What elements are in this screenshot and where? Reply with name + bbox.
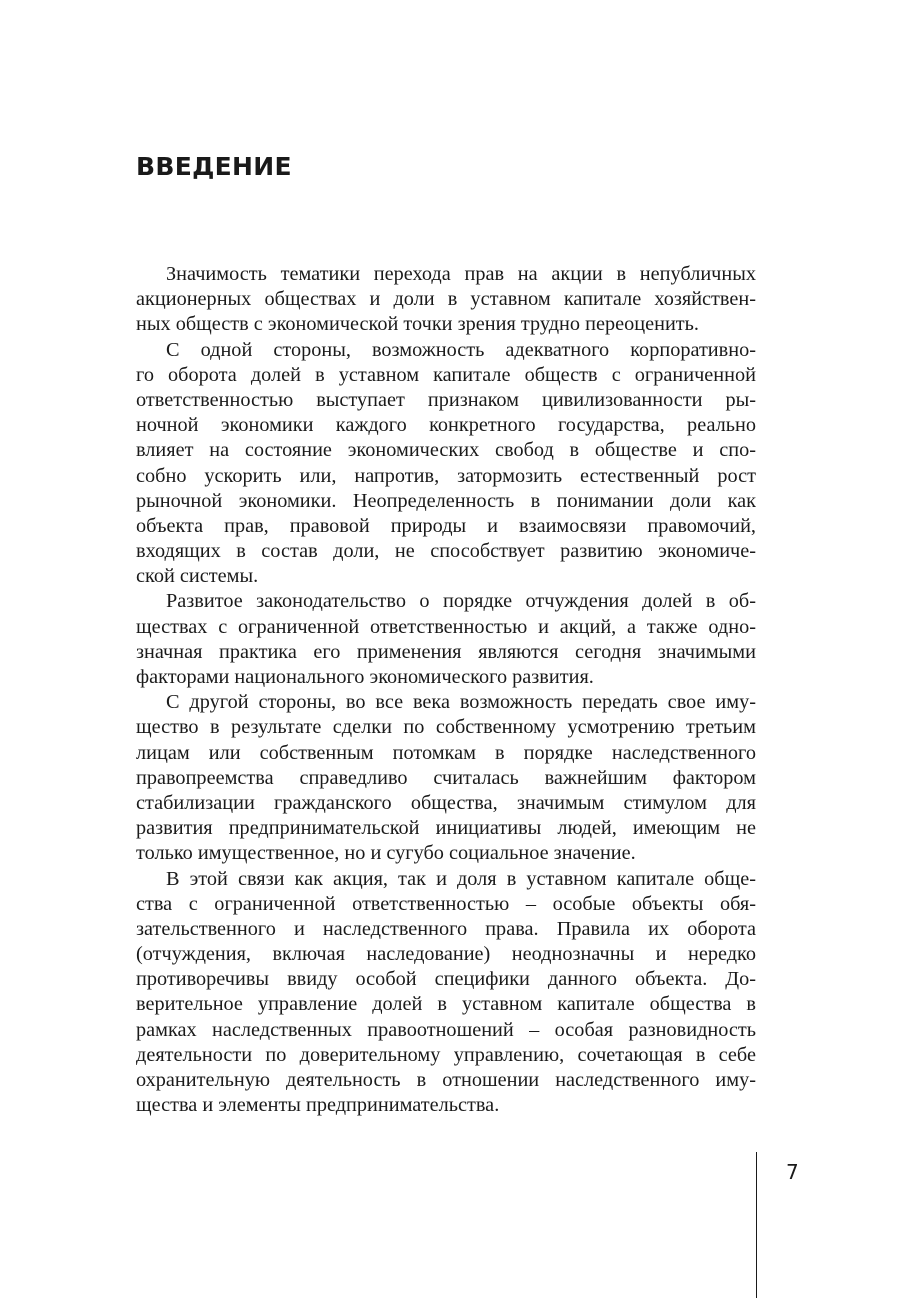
text-line: объекта прав, правовой природы и взаимосвязи правомочий, — [136, 514, 756, 537]
text-line: ской системы. — [136, 565, 259, 588]
paragraph — [136, 262, 756, 338]
text-line: Значимость тематики перехода прав на акции в непубличных — [166, 263, 756, 285]
text-line: значная практика его применения являются сегодня значимыми — [136, 640, 756, 663]
text-line: только имущественное, но и сугубо социальное значение. — [136, 842, 636, 865]
text-line: деятельности по доверительному управлению, сочетающая в себе — [136, 1043, 756, 1066]
text-line: зательственного и наследственного права. Правила их оборота — [136, 917, 756, 940]
page-number: 7 — [786, 1160, 799, 1184]
paragraph — [136, 690, 756, 866]
paragraph — [136, 867, 756, 1119]
text-line: Развитое законодательство о порядке отчуждения долей в об- — [166, 590, 756, 613]
text-line: развития предпринимательской инициативы людей, имеющим не — [136, 817, 756, 840]
text-line: охранительную деятельность в отношении наследственного иму- — [136, 1069, 756, 1091]
text-line: ответственностью выступает признаком цивилизованности ры- — [136, 388, 756, 411]
text-line: С другой стороны, во все века возможность передать свое иму- — [166, 691, 756, 714]
text-line: собно ускорить или, напротив, затормозить естественный рост — [136, 464, 756, 487]
text-line: С одной стороны, возможность адекватного корпоративно- — [166, 338, 756, 361]
text-line: акционерных обществах и доли в уставном капитале хозяйствен- — [136, 288, 756, 311]
text-line: щество в результате сделки по собственному усмотрению третьим — [136, 716, 756, 739]
text-line: щества и элементы предпринимательства. — [136, 1094, 500, 1117]
text-line: го оборота долей в уставном капитале обществ с ограниченной — [136, 363, 756, 386]
text-line: верительное управление долей в уставном капитале общества в — [136, 993, 756, 1016]
text-line: ства с ограниченной ответственностью – особые объекты обя- — [136, 892, 756, 915]
text-line: противоречивы ввиду особой специфики данного объекта. До- — [136, 968, 756, 991]
text-line: факторами национального экономического развития. — [136, 666, 594, 688]
paragraph — [136, 338, 756, 590]
body-text — [136, 262, 756, 1118]
text-line: входящих в состав доли, не способствует развитию экономиче- — [136, 540, 756, 563]
text-line: ных обществ с экономической точки зрения трудно переоценить. — [136, 313, 699, 336]
paragraph — [136, 589, 756, 690]
text-line: (отчуждения, включая наследование) неоднозначны и нередко — [136, 943, 756, 966]
text-line: стабилизации гражданского общества, значимым стимулом для — [136, 791, 756, 814]
text-line: рамках наследственных правоотношений – особая разновидность — [136, 1018, 756, 1041]
text-line: влияет на состояние экономических свобод в обществе и спо- — [136, 439, 756, 462]
text-line: рыночной экономики. Неопределенность в понимании доли как — [136, 489, 756, 512]
text-line: В этой связи как акция, так и доля в уставном капитале обще- — [166, 867, 756, 890]
page-margin-rule — [756, 1152, 757, 1298]
chapter-heading: ВВЕДЕНИЕ — [136, 152, 292, 181]
text-line: ществах с ограниченной ответственностью и акций, а также одно- — [136, 615, 756, 638]
text-line: ночной экономики каждого конкретного государства, реально — [136, 414, 756, 437]
text-line: лицам или собственным потомкам в порядке наследственного — [136, 741, 756, 764]
text-line: правопреемства справедливо считалась важнейшим фактором — [136, 766, 756, 789]
